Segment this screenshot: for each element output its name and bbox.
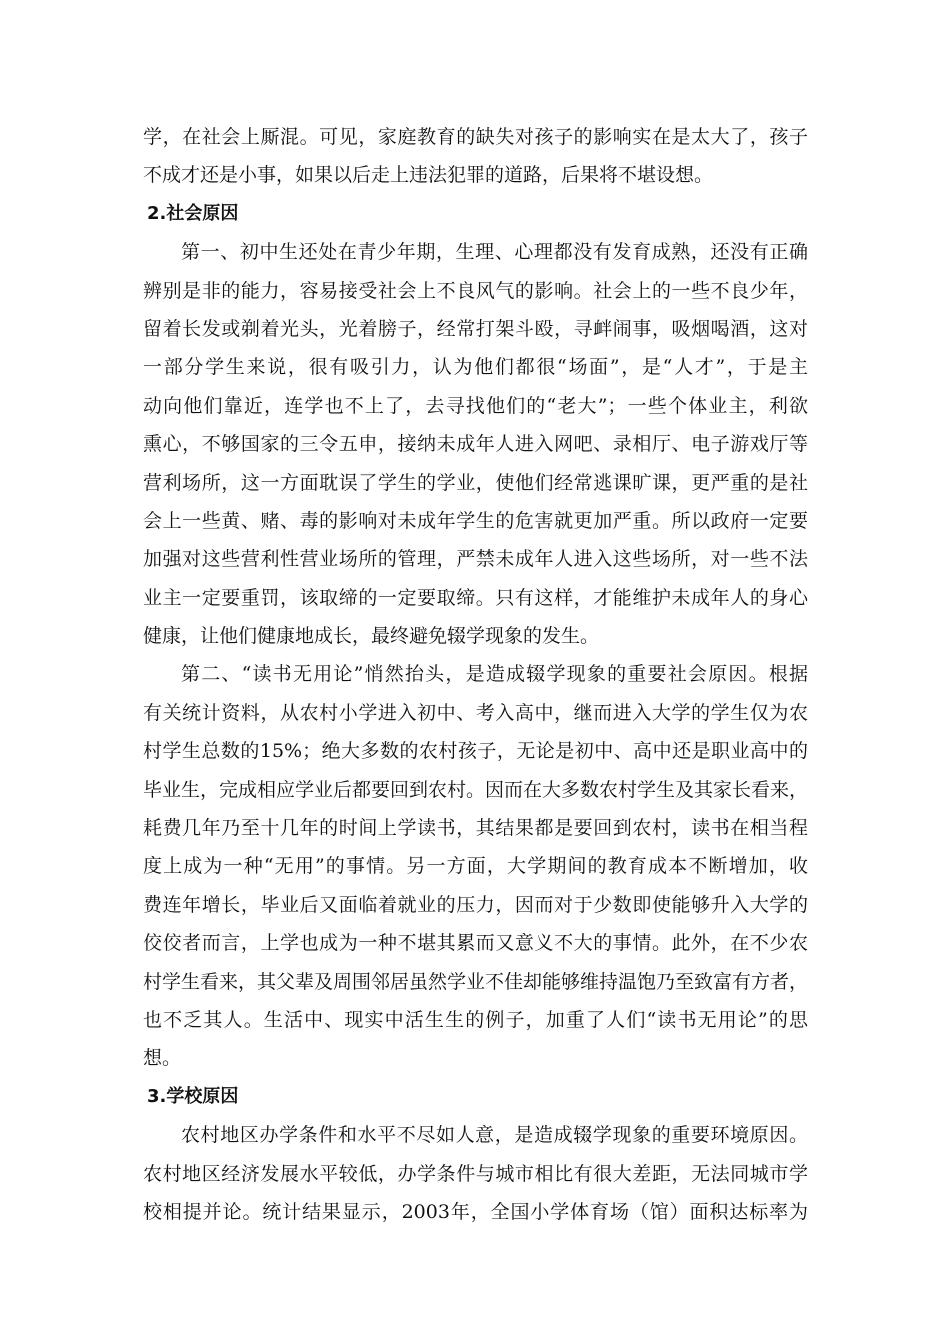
paragraph-line: 辨别是非的能力，容易接受社会上不良风气的影响。社会上的一些不良少年，	[143, 279, 808, 302]
paragraph-line: 业主一定要重罚，该取缔的一定要取缔。只有这样，才能维护未成年人的身心	[143, 586, 808, 609]
paragraph-line: 会上一些黄、赌、毒的影响对未成年学生的危害就更加严重。所以政府一定要	[143, 509, 808, 532]
paragraph-line: 耗费几年乃至十几年的时间上学读书，其结果都是要回到农村，读书在相当程	[143, 817, 808, 840]
paragraph-line: 一部分学生来说，很有吸引力，认为他们都很“场面”，是“人才”，于是主	[143, 356, 808, 379]
paragraph-line: 农村地区办学条件和水平不尽如人意，是造成辍学现象的重要环境原因。	[181, 1124, 808, 1147]
paragraph-line: 农村地区经济发展水平较低，办学条件与城市相比有很大差距，无法同城市学	[143, 1162, 808, 1185]
paragraph-line: 学，在社会上厮混。可见，家庭教育的缺失对孩子的影响实在是太大了，孩子	[143, 126, 808, 148]
paragraph-line: 加强对这些营利性营业场所的管理，严禁未成年人进入这些场所，对一些不法	[143, 548, 808, 571]
paragraph-line: 佼佼者而言，上学也成为一种不堪其累而又意义不大的事情。此外，在不少农	[143, 932, 808, 955]
paragraph-line: 熏心，不够国家的三令五申，接纳未成年人进入网吧、录相厅、电子游戏厅等	[143, 433, 808, 456]
section-heading-school: 3.学校原因	[147, 1085, 239, 1107]
paragraph-line: 村学生总数的15%；绝大多数的农村孩子，无论是初中、高中还是职业高中的	[143, 740, 808, 763]
paragraph-line: 健康，让他们健康地成长，最终避免辍学现象的发生。	[143, 625, 600, 648]
paragraph-line: 也不乏其人。生活中、现实中活生生的例子，加重了人们“读书无用论”的思	[143, 1008, 808, 1031]
paragraph-line: 费连年增长，毕业后又面临着就业的压力，因而对于少数即使能够升入大学的	[143, 893, 808, 916]
paragraph-line: 营利场所，这一方面耽误了学生的学业，使他们经常逃课旷课，更严重的是社	[143, 471, 808, 494]
paragraph-line: 毕业生，完成相应学业后都要回到农村。因而在大多数农村学生及其家长看来，	[143, 778, 809, 801]
paragraph-line: 第二、“读书无用论”悄然抬头，是造成辍学现象的重要社会原因。根据	[181, 663, 808, 686]
document-body	[143, 118, 808, 1231]
paragraph-line: 想。	[143, 1047, 182, 1070]
paragraph-line: 不成才还是小事，如果以后走上违法犯罪的道路，后果将不堪设想。	[143, 164, 714, 187]
paragraph-line: 校相提并论。统计结果显示，2003年，全国小学体育场（馆）面积达标率为	[143, 1200, 808, 1223]
paragraph-line: 动向他们靠近，连学也不上了，去寻找他们的“老大”；一些个体业主，利欲	[143, 394, 808, 417]
paragraph-line: 有关统计资料，从农村小学进入初中、考入高中，继而进入大学的学生仅为农	[143, 701, 808, 724]
paragraph-line: 村学生看来，其父辈及周围邻居虽然学业不佳却能够维持温饱乃至致富有方者，	[143, 970, 809, 993]
paragraph-line: 留着长发或剃着光头，光着膀子，经常打架斗殴，寻衅闹事，吸烟喝酒，这对	[143, 317, 808, 340]
paragraph-line: 第一、初中生还处在青少年期，生理、心理都没有发育成熟，还没有正确	[181, 241, 808, 264]
section-heading-social: 2.社会原因	[147, 202, 239, 224]
paragraph-line: 度上成为一种“无用”的事情。另一方面，大学期间的教育成本不断增加，收	[143, 855, 808, 878]
